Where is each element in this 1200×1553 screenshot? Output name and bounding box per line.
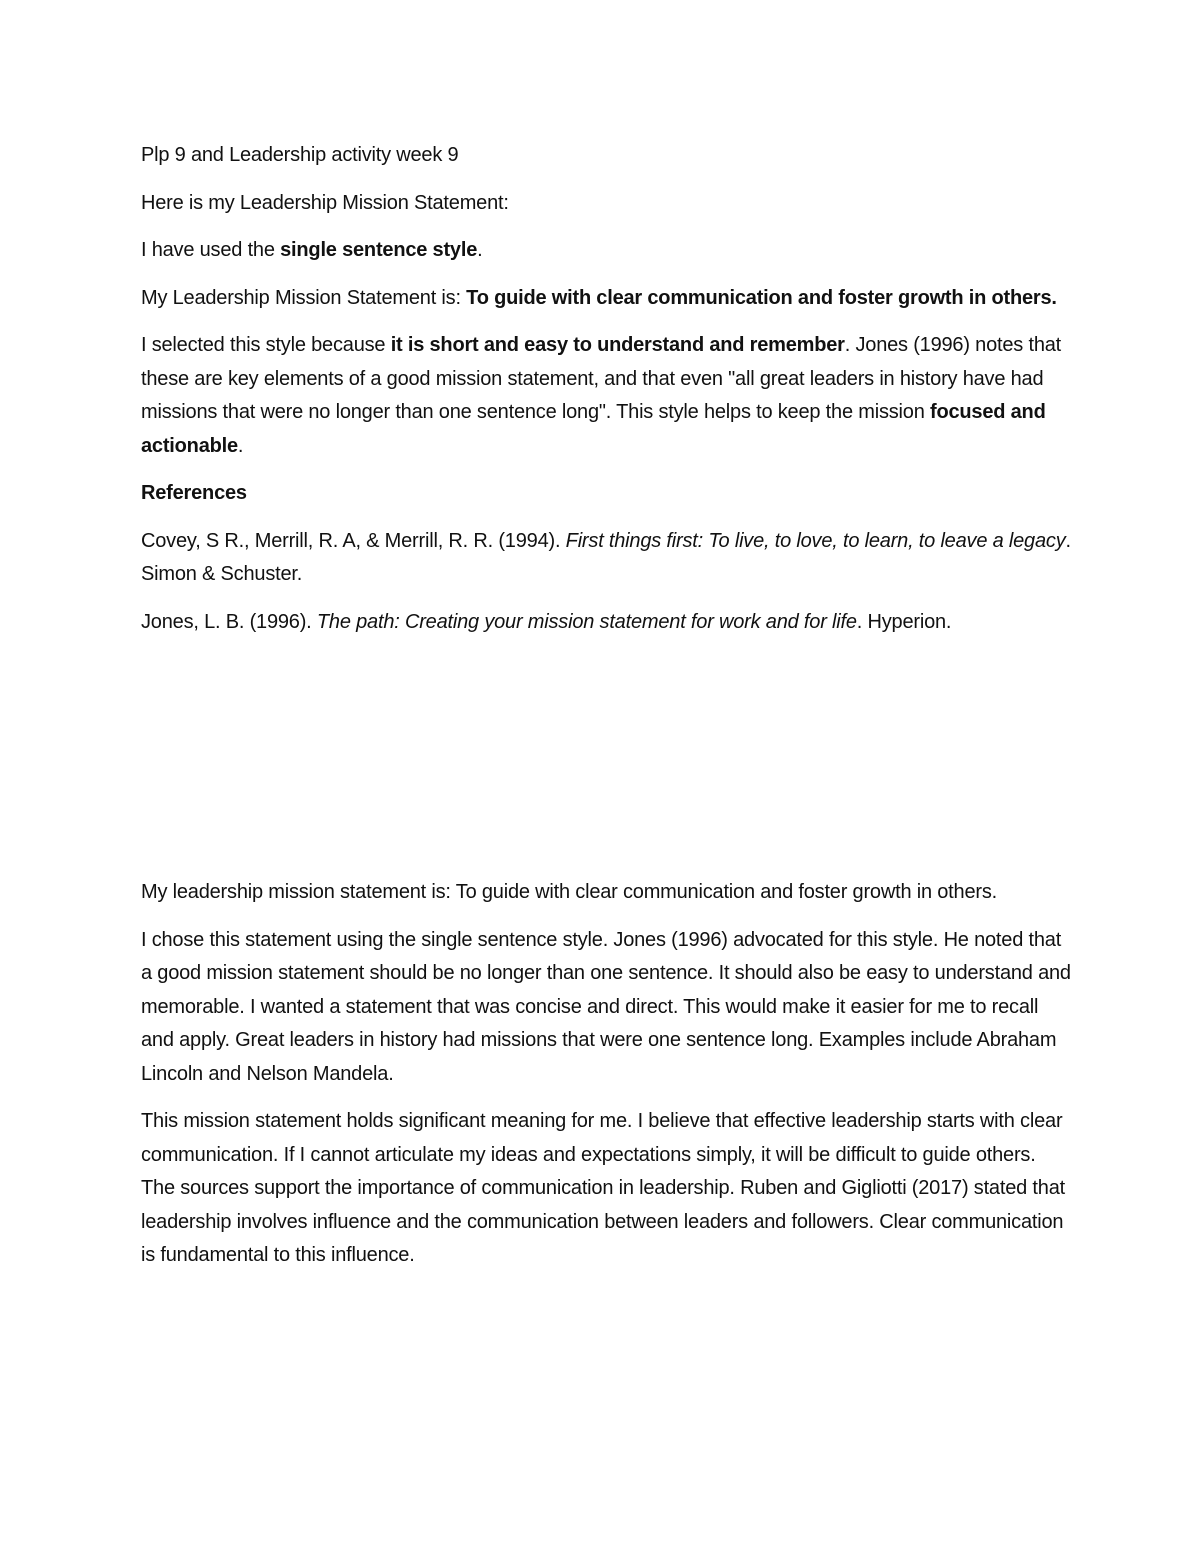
style-line [141, 234, 1071, 268]
intro-line: Here is my Leadership Mission Statement: [141, 191, 509, 214]
reason-bold-2: focused and actionable [141, 401, 1046, 457]
document-title: Plp 9 and Leadership activity week 9 [141, 144, 459, 166]
reference-item [141, 525, 1071, 592]
reason-paragraph [141, 329, 1071, 463]
document-body-top [141, 139, 1071, 653]
reference-item [141, 606, 1071, 640]
mission-line [141, 282, 1071, 316]
reason-prefix: I selected this style because [141, 334, 391, 356]
document-body-bottom [141, 876, 1071, 1287]
reference-title: First things first: To live, to love, to learn, to leave a legacy [565, 529, 1066, 552]
style-line-suffix: . [477, 239, 483, 261]
reference-suffix: . Simon & Schuster. [141, 529, 1071, 585]
reference-prefix: Covey, S R., Merrill, R. A, & Merrill, R. R. (1994). [141, 529, 566, 552]
style-line-prefix: I have used the [141, 239, 281, 261]
mission-line-prefix: My Leadership Mission Statement is: [141, 286, 467, 309]
reason-bold-1: it is short and easy to understand and remember [390, 334, 845, 356]
meaning-paragraph: This mission statement holds significant meaning for me. I believe that effective leadership starts with clear communication. If I cannot articulate my ideas and expectations simply, it will be difficult to guide others. The sources support the importance of communication in leadership. Ruben and Gigliotti (2017) stated that leadership involves influence and the communication between leaders and followers. Clear communication is fundamental to this influence. [141, 1110, 1065, 1266]
reference-title: The path: Creating your mission statement for work and for life [316, 610, 857, 633]
second-mission-paragraph: My leadership mission statement is: To guide with clear communication and foster growth in others. [141, 881, 997, 903]
style-choice-paragraph: I chose this statement using the single sentence style. Jones (1996) advocated for this style. He noted that a good mission statement should be no longer than one sentence. It should also be easy to understand and memorable. I wanted a statement that was concise and direct. This would make it easier for me to recall and apply. Great leaders in history had missions that were one sentence long. Examples include Abraham Lincoln and Nelson Mandela. [141, 928, 1071, 1085]
reason-middle: . Jones (1996) notes that these are key elements of a good mission statement, and that even "all great leaders in history have had missions that were no longer than one sentence long". This style helps to keep the mission [141, 334, 1062, 423]
mission-statement-bold: To guide with clear communication and foster growth in others. [466, 286, 1057, 309]
reference-prefix: Jones, L. B. (1996). [141, 610, 317, 633]
style-line-bold: single sentence style [280, 239, 478, 261]
references-heading: References [141, 482, 247, 504]
reference-suffix: . Hyperion. [856, 610, 952, 633]
reason-suffix: . [237, 434, 244, 457]
